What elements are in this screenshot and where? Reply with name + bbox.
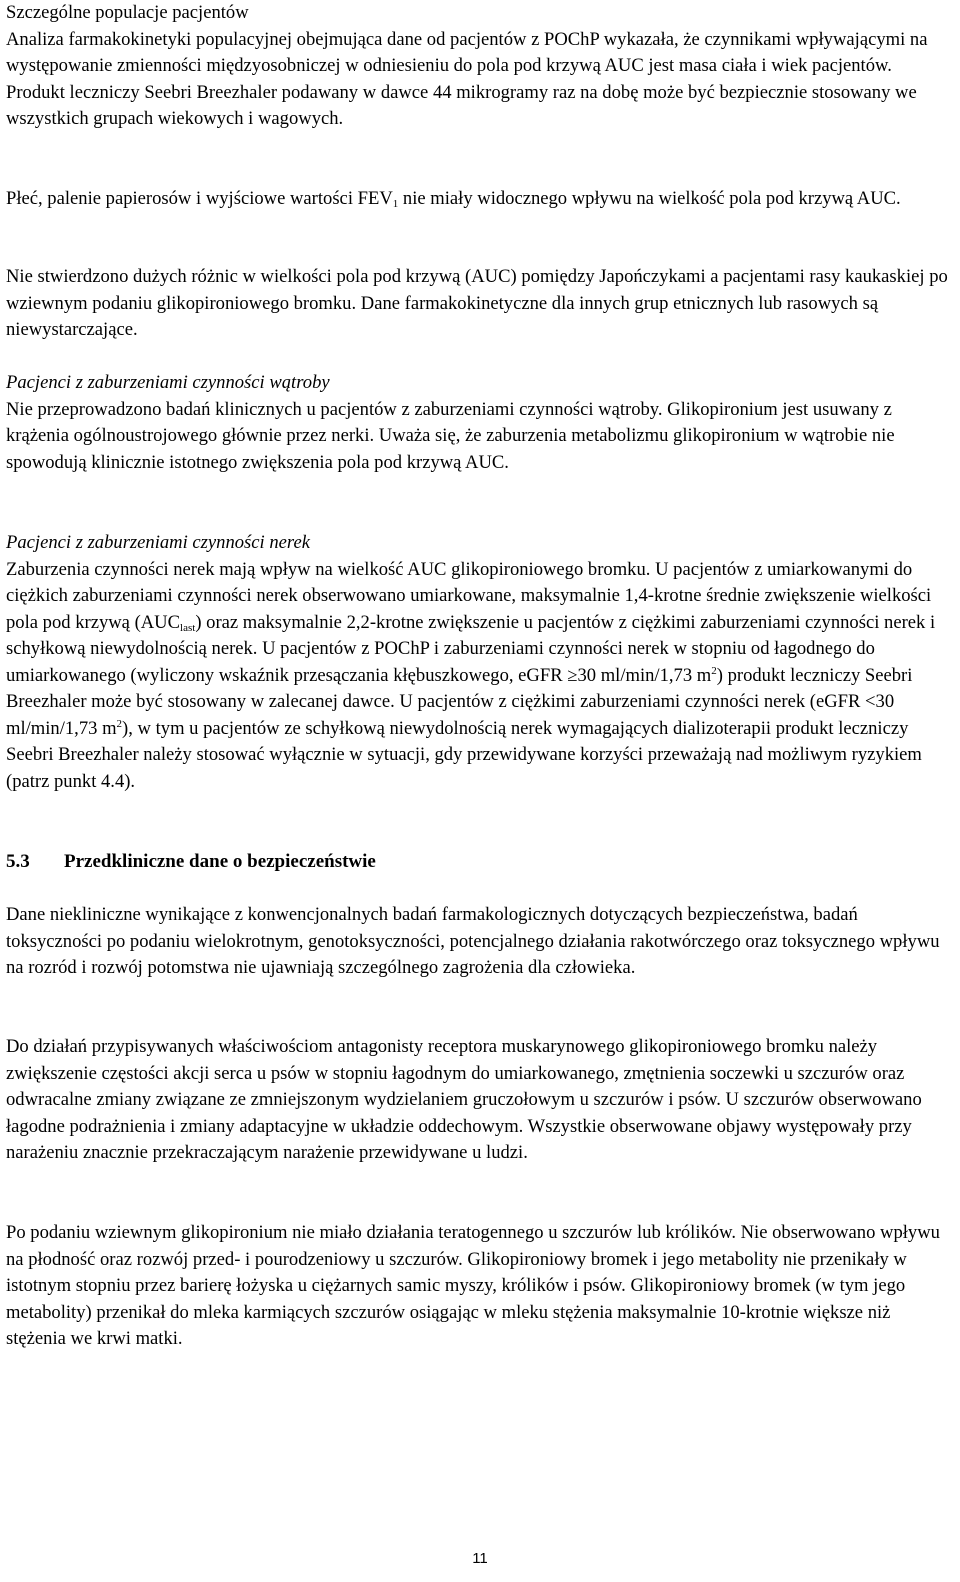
population-heading: Szczególne populacje pacjentów [6,2,249,23]
renal-paragraph: Pacjenci z zaburzeniami czynności nerek Zaburzenia czynności nerek mają wpływ na wielkość AUC glikopironiowego bromku. U pacjentów z umiarkowanymi do ciężkich zaburzeniami czynności nerek obserwowano umiarkowane, maksymalnie 1,4-krotne średnie zwiększenie wielkości pola pod krzywą $(AUC_{last})$ oraz maksymalnie 2,2-krotne zwiększenie u pacjentów z ciężkimi zaburzeniami czynności nerek i schyłkową niewydolnością nerek. U pacjentów z POChP i zaburzeniami czynności nerek w stopniu od łagodnego do umiarkowanego (wyliczony wskaźnik przesączania kłębuszkowego, eGFR ≥30 ml/min/1,73 $m^2$) produkt leczniczy Seebri Breezhaler może być stosowany w zalecanej dawce. U pacjentów z ciężkimi zaburzeniami czynności nerek (eGFR <30 ml/min/1,73 $m^2$), w tym u pacjentów ze schyłkową niewydolnością nerek wymagających dializoterapii produkt leczniczy Seebri Breezhaler należy stosować wyłącznie w sytuacji, gdy przewidywane korzyści przeważają nad możliwym ryzykiem (patrz punkt 4.4). [6,532,936,792]
preclinical-paragraph-1: Dane niekliniczne wynikające z konwencjonalnych badań farmakologicznych dotyczących bezpieczeństwa, badań toksyczności po podaniu wielokrotnym, genotoksyczności, potencjalnego działania rakotwórczego oraz toksycznego wpływu na rozród i rozwój potomstwa nie ujawniają szczególnego zagrożenia dla człowieka. [6,904,940,978]
population-paragraph-2: Płeć, palenie papierosów i wyjściowe wartości $FEV_1$ nie miały widocznego wpływu na wielkość pola pod krzywą AUC. [6,188,901,210]
fev-subscript: 1 [392,198,399,210]
preclinical-paragraph-3: Po podaniu wziewnym glikopironium nie miało działania teratogennego u szczurów lub królików. Nie obserwowano wpływu na płodność oraz rozwój przed- i pourodzeniowy u szczurów. Glikopironiowy bromek i jego metabolity nie przenikały w istotnym stopniu przez barierę łożyska u ciężarnych samic myszy, królików i psów. Glikopironiowy bromek (w tym jego metabolity) przenikał do mleka karmiących szczurów osiągając w mleku stężenia maksymalnie 10-krotnie większe niż stężenia we krwi matki. [6,1222,940,1349]
renal-heading: Pacjenci z zaburzeniami czynności nerek [6,532,310,553]
section-heading [6,849,954,875]
preclinical-paragraph-2: Do działań przypisywanych właściwościom antagonisty receptora muskarynowego glikopironiowego bromku należy zwiększenie częstości akcji serca u psów w stopniu łagodnym do umiarkowanego, zmętnienia soczewki u szczurów oraz odwracalne zmiany związane ze zmniejszonym wydzielaniem gruczołowym u szczurów i psów. U szczurów obserwowano łagodne podrażnienia i zmiany adaptacyjne w układzie oddechowym. Wszystkie obserwowane objawy występowały przy narażeniu znacznie przekraczającym narażenie przewidywane u ludzi. [6,1036,922,1163]
population-paragraph-1 [6,0,954,133]
population-text-1: Analiza farmakokinetyki populacyjnej obejmująca dane od pacjentów z POChP wykazała, że czynnikami wpływającymi na występowanie zmienności międzyosobniczej w odniesieniu do pola pod krzywą AUC jest masa ciała i wiek pacjentów. Produkt leczniczy Seebri Breezhaler podawany w dawce 44 mikrogramy raz na dobę może być bezpiecznie stosowany we wszystkich grupach wiekowych i wagowych. [6,28,928,129]
auc-last-subscript: last [180,621,196,634]
section-number: 5.3 [6,851,30,872]
population-paragraph-3: Nie stwierdzono dużych różnic w wielkości pola pod krzywą (AUC) pomiędzy Japończykami a pacjentami rasy kaukaskiej po wziewnym podaniu glikopironiowego bromku. Dane farmakokinetyczne dla innych grup etnicznych lub rasowych są niewystarczające. [6,266,948,340]
hepatic-heading: Pacjenci z zaburzeniami czynności wątroby [6,372,330,393]
page-number: 11 [472,1550,488,1567]
hepatic-paragraph [6,370,954,476]
section-title: Przedkliniczne dane o bezpieczeństwie [64,851,376,872]
hepatic-text: Nie przeprowadzono badań klinicznych u pacjentów z zaburzeniami czynności wątroby. Glikopironium jest usuwany z krążenia ogólnoustrojowego głównie przez nerki. Uważa się, że zaburzenia metabolizmu glikopironium w wątrobie nie spowodują klinicznie istotnego zwiększenia pola pod krzywą AUC. [6,398,895,473]
ge-symbol: ≥ [567,664,578,686]
